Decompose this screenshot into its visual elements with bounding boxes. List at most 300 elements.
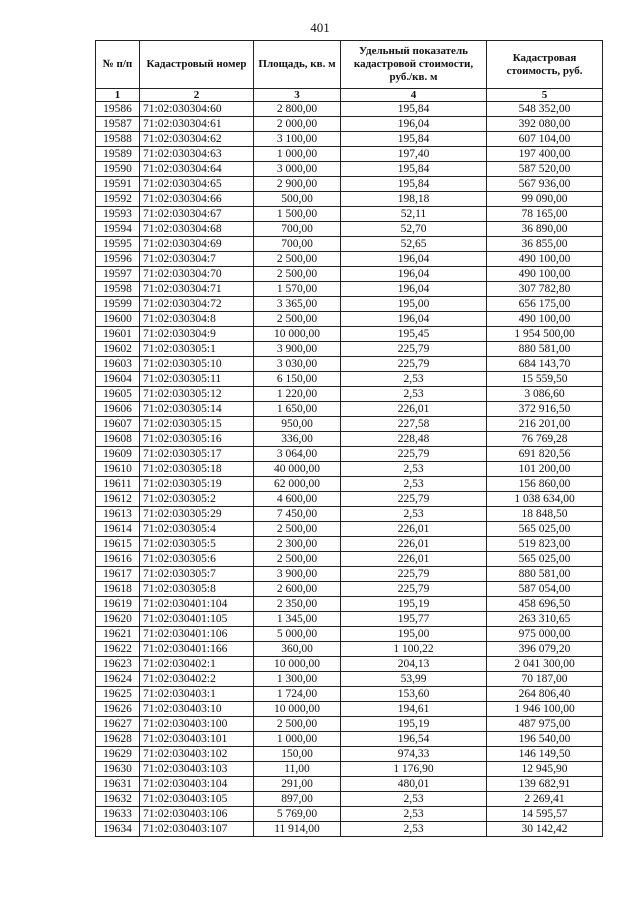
cadastral-value-table xyxy=(95,40,603,837)
cadastral-number-cell: 71:02:030305:19 xyxy=(140,477,254,492)
table-row xyxy=(96,492,603,507)
area-cell: 10 000,00 xyxy=(254,327,341,342)
area-cell: 2 500,00 xyxy=(254,252,341,267)
cadastral-number-cell: 71:02:030304:63 xyxy=(140,147,254,162)
table-row xyxy=(96,612,603,627)
table-row xyxy=(96,552,603,567)
cadastral-number-cell: 71:02:030403:103 xyxy=(140,762,254,777)
row-number-cell: 19602 xyxy=(96,342,140,357)
row-number-cell: 19624 xyxy=(96,672,140,687)
area-cell: 10 000,00 xyxy=(254,702,341,717)
area-cell: 2 300,00 xyxy=(254,537,341,552)
table-row xyxy=(96,132,603,147)
cadastral-number-cell: 71:02:030305:8 xyxy=(140,582,254,597)
table-row xyxy=(96,102,603,117)
table-row xyxy=(96,177,603,192)
table-body xyxy=(96,102,603,837)
row-number-cell: 19590 xyxy=(96,162,140,177)
area-cell: 2 500,00 xyxy=(254,267,341,282)
cadastral-number-cell: 71:02:030402:2 xyxy=(140,672,254,687)
cadastral-cost-cell: 139 682,91 xyxy=(487,777,603,792)
area-cell: 2 350,00 xyxy=(254,597,341,612)
specific-value-cell: 194,61 xyxy=(341,702,487,717)
specific-value-cell: 196,54 xyxy=(341,732,487,747)
cadastral-cost-cell: 565 025,00 xyxy=(487,522,603,537)
cadastral-cost-cell: 2 269,41 xyxy=(487,792,603,807)
cadastral-cost-cell: 14 595,57 xyxy=(487,807,603,822)
cadastral-number-cell: 71:02:030403:100 xyxy=(140,717,254,732)
cadastral-number-cell: 71:02:030304:70 xyxy=(140,267,254,282)
specific-value-cell: 2,53 xyxy=(341,507,487,522)
row-number-cell: 19605 xyxy=(96,387,140,402)
cadastral-cost-cell: 1 954 500,00 xyxy=(487,327,603,342)
area-cell: 5 769,00 xyxy=(254,807,341,822)
area-cell: 3 064,00 xyxy=(254,447,341,462)
table-row xyxy=(96,117,603,132)
cadastral-number-cell: 71:02:030305:16 xyxy=(140,432,254,447)
table-row xyxy=(96,432,603,447)
cadastral-cost-cell: 12 945,90 xyxy=(487,762,603,777)
specific-value-cell: 1 100,22 xyxy=(341,642,487,657)
table-row xyxy=(96,597,603,612)
cadastral-cost-cell: 30 142,42 xyxy=(487,822,603,837)
cadastral-cost-cell: 975 000,00 xyxy=(487,627,603,642)
row-number-cell: 19586 xyxy=(96,102,140,117)
cadastral-cost-cell: 70 187,00 xyxy=(487,672,603,687)
specific-value-cell: 195,84 xyxy=(341,177,487,192)
area-cell: 40 000,00 xyxy=(254,462,341,477)
table-row xyxy=(96,252,603,267)
area-cell: 3 900,00 xyxy=(254,567,341,582)
table-row xyxy=(96,687,603,702)
table-row xyxy=(96,162,603,177)
area-cell: 2 500,00 xyxy=(254,312,341,327)
cadastral-number-cell: 71:02:030304:67 xyxy=(140,207,254,222)
specific-value-cell: 225,79 xyxy=(341,492,487,507)
area-cell: 2 500,00 xyxy=(254,552,341,567)
cadastral-cost-cell: 1 038 634,00 xyxy=(487,492,603,507)
table-row xyxy=(96,507,603,522)
area-cell: 336,00 xyxy=(254,432,341,447)
table-row xyxy=(96,522,603,537)
header-row xyxy=(96,41,603,89)
table-row xyxy=(96,222,603,237)
specific-value-cell: 480,01 xyxy=(341,777,487,792)
cadastral-number-cell: 71:02:030305:18 xyxy=(140,462,254,477)
cadastral-number-cell: 71:02:030304:68 xyxy=(140,222,254,237)
table-row xyxy=(96,207,603,222)
row-number-cell: 19631 xyxy=(96,777,140,792)
cadastral-number-cell: 71:02:030403:106 xyxy=(140,807,254,822)
table-row xyxy=(96,192,603,207)
area-cell: 1 570,00 xyxy=(254,282,341,297)
specific-value-cell: 53,99 xyxy=(341,672,487,687)
cadastral-number-cell: 71:02:030305:2 xyxy=(140,492,254,507)
row-number-cell: 19628 xyxy=(96,732,140,747)
area-cell: 1 500,00 xyxy=(254,207,341,222)
row-number-cell: 19632 xyxy=(96,792,140,807)
column-number: 4 xyxy=(341,89,487,102)
row-number-cell: 19615 xyxy=(96,537,140,552)
area-cell: 2 900,00 xyxy=(254,177,341,192)
area-cell: 2 500,00 xyxy=(254,522,341,537)
table-row xyxy=(96,822,603,837)
specific-value-cell: 2,53 xyxy=(341,462,487,477)
specific-value-cell: 196,04 xyxy=(341,267,487,282)
table-row xyxy=(96,477,603,492)
area-cell: 3 030,00 xyxy=(254,357,341,372)
cadastral-number-cell: 71:02:030305:29 xyxy=(140,507,254,522)
row-number-cell: 19594 xyxy=(96,222,140,237)
row-number-cell: 19588 xyxy=(96,132,140,147)
column-number: 5 xyxy=(487,89,603,102)
cadastral-cost-cell: 2 041 300,00 xyxy=(487,657,603,672)
table-row xyxy=(96,297,603,312)
cadastral-number-cell: 71:02:030403:102 xyxy=(140,747,254,762)
cadastral-cost-cell: 99 090,00 xyxy=(487,192,603,207)
table-row xyxy=(96,237,603,252)
cadastral-number-cell: 71:02:030304:60 xyxy=(140,102,254,117)
specific-value-cell: 1 176,90 xyxy=(341,762,487,777)
table-row xyxy=(96,642,603,657)
row-number-cell: 19626 xyxy=(96,702,140,717)
table-row xyxy=(96,672,603,687)
cadastral-cost-cell: 548 352,00 xyxy=(487,102,603,117)
header-row-number: № п/п xyxy=(96,41,140,89)
table-row xyxy=(96,342,603,357)
row-number-cell: 19597 xyxy=(96,267,140,282)
specific-value-cell: 195,19 xyxy=(341,717,487,732)
row-number-cell: 19592 xyxy=(96,192,140,207)
area-cell: 291,00 xyxy=(254,777,341,792)
cadastral-cost-cell: 263 310,65 xyxy=(487,612,603,627)
cadastral-cost-cell: 487 975,00 xyxy=(487,717,603,732)
specific-value-cell: 195,84 xyxy=(341,102,487,117)
cadastral-cost-cell: 587 520,00 xyxy=(487,162,603,177)
row-number-cell: 19593 xyxy=(96,207,140,222)
row-number-cell: 19610 xyxy=(96,462,140,477)
table-row xyxy=(96,777,603,792)
cadastral-cost-cell: 567 936,00 xyxy=(487,177,603,192)
table-row xyxy=(96,732,603,747)
cadastral-number-cell: 71:02:030305:7 xyxy=(140,567,254,582)
cadastral-number-cell: 71:02:030401:105 xyxy=(140,612,254,627)
table-row xyxy=(96,267,603,282)
area-cell: 7 450,00 xyxy=(254,507,341,522)
specific-value-cell: 52,65 xyxy=(341,237,487,252)
specific-value-cell: 974,33 xyxy=(341,747,487,762)
cadastral-cost-cell: 264 806,40 xyxy=(487,687,603,702)
area-cell: 2 500,00 xyxy=(254,717,341,732)
specific-value-cell: 225,79 xyxy=(341,567,487,582)
specific-value-cell: 52,11 xyxy=(341,207,487,222)
table-row xyxy=(96,387,603,402)
row-number-cell: 19629 xyxy=(96,747,140,762)
specific-value-cell: 226,01 xyxy=(341,402,487,417)
cadastral-cost-cell: 880 581,00 xyxy=(487,567,603,582)
cadastral-cost-cell: 156 860,00 xyxy=(487,477,603,492)
row-number-cell: 19627 xyxy=(96,717,140,732)
cadastral-cost-cell: 519 823,00 xyxy=(487,537,603,552)
row-number-cell: 19601 xyxy=(96,327,140,342)
specific-value-cell: 225,79 xyxy=(341,342,487,357)
cadastral-number-cell: 71:02:030403:105 xyxy=(140,792,254,807)
row-number-cell: 19618 xyxy=(96,582,140,597)
specific-value-cell: 225,79 xyxy=(341,447,487,462)
table-row xyxy=(96,537,603,552)
table-row xyxy=(96,462,603,477)
cadastral-number-cell: 71:02:030403:107 xyxy=(140,822,254,837)
cadastral-number-cell: 71:02:030305:4 xyxy=(140,522,254,537)
specific-value-cell: 195,00 xyxy=(341,297,487,312)
cadastral-cost-cell: 656 175,00 xyxy=(487,297,603,312)
table-row xyxy=(96,402,603,417)
area-cell: 62 000,00 xyxy=(254,477,341,492)
area-cell: 1 650,00 xyxy=(254,402,341,417)
cadastral-number-cell: 71:02:030304:8 xyxy=(140,312,254,327)
cadastral-number-cell: 71:02:030305:6 xyxy=(140,552,254,567)
specific-value-cell: 226,01 xyxy=(341,537,487,552)
cadastral-number-cell: 71:02:030403:101 xyxy=(140,732,254,747)
table-row xyxy=(96,357,603,372)
specific-value-cell: 196,04 xyxy=(341,252,487,267)
row-number-cell: 19612 xyxy=(96,492,140,507)
cadastral-cost-cell: 36 890,00 xyxy=(487,222,603,237)
cadastral-number-cell: 71:02:030305:10 xyxy=(140,357,254,372)
table-row xyxy=(96,702,603,717)
area-cell: 4 600,00 xyxy=(254,492,341,507)
cadastral-number-cell: 71:02:030305:11 xyxy=(140,372,254,387)
table-row xyxy=(96,762,603,777)
specific-value-cell: 52,70 xyxy=(341,222,487,237)
cadastral-number-cell: 71:02:030403:104 xyxy=(140,777,254,792)
row-number-cell: 19616 xyxy=(96,552,140,567)
area-cell: 1 345,00 xyxy=(254,612,341,627)
cadastral-number-cell: 71:02:030403:10 xyxy=(140,702,254,717)
row-number-cell: 19603 xyxy=(96,357,140,372)
specific-value-cell: 195,45 xyxy=(341,327,487,342)
area-cell: 10 000,00 xyxy=(254,657,341,672)
cadastral-cost-cell: 78 165,00 xyxy=(487,207,603,222)
area-cell: 3 900,00 xyxy=(254,342,341,357)
area-cell: 1 724,00 xyxy=(254,687,341,702)
table-row xyxy=(96,627,603,642)
cadastral-cost-cell: 15 559,50 xyxy=(487,372,603,387)
table-row xyxy=(96,282,603,297)
area-cell: 700,00 xyxy=(254,222,341,237)
cadastral-cost-cell: 490 100,00 xyxy=(487,252,603,267)
specific-value-cell: 226,01 xyxy=(341,552,487,567)
table-row xyxy=(96,447,603,462)
column-number: 1 xyxy=(96,89,140,102)
row-number-cell: 19630 xyxy=(96,762,140,777)
row-number-cell: 19600 xyxy=(96,312,140,327)
row-number-cell: 19623 xyxy=(96,657,140,672)
specific-value-cell: 196,04 xyxy=(341,282,487,297)
area-cell: 950,00 xyxy=(254,417,341,432)
cadastral-number-cell: 71:02:030304:72 xyxy=(140,297,254,312)
row-number-cell: 19599 xyxy=(96,297,140,312)
header-cadastral-cost: Кадастровая стоимость, руб. xyxy=(487,41,603,89)
specific-value-cell: 2,53 xyxy=(341,822,487,837)
cadastral-cost-cell: 146 149,50 xyxy=(487,747,603,762)
area-cell: 1 000,00 xyxy=(254,147,341,162)
area-cell: 5 000,00 xyxy=(254,627,341,642)
row-number-cell: 19595 xyxy=(96,237,140,252)
row-number-cell: 19633 xyxy=(96,807,140,822)
specific-value-cell: 225,79 xyxy=(341,357,487,372)
cadastral-cost-cell: 197 400,00 xyxy=(487,147,603,162)
area-cell: 700,00 xyxy=(254,237,341,252)
column-number: 2 xyxy=(140,89,254,102)
cadastral-cost-cell: 587 054,00 xyxy=(487,582,603,597)
row-number-cell: 19587 xyxy=(96,117,140,132)
page-number: 401 xyxy=(310,20,330,35)
header-specific-value: Удельный показатель кадастровой стоимости, руб./кв. м xyxy=(341,41,487,89)
row-number-cell: 19596 xyxy=(96,252,140,267)
specific-value-cell: 196,04 xyxy=(341,117,487,132)
cadastral-cost-cell: 101 200,00 xyxy=(487,462,603,477)
header-area: Площадь, кв. м xyxy=(254,41,341,89)
table-row xyxy=(96,372,603,387)
area-cell: 1 000,00 xyxy=(254,732,341,747)
specific-value-cell: 195,84 xyxy=(341,132,487,147)
specific-value-cell: 227,58 xyxy=(341,417,487,432)
cadastral-number-cell: 71:02:030305:12 xyxy=(140,387,254,402)
row-number-cell: 19634 xyxy=(96,822,140,837)
row-number-cell: 19620 xyxy=(96,612,140,627)
cadastral-number-cell: 71:02:030401:166 xyxy=(140,642,254,657)
cadastral-cost-cell: 607 104,00 xyxy=(487,132,603,147)
table-row xyxy=(96,567,603,582)
area-cell: 6 150,00 xyxy=(254,372,341,387)
row-number-cell: 19589 xyxy=(96,147,140,162)
table-row xyxy=(96,327,603,342)
cadastral-cost-cell: 691 820,56 xyxy=(487,447,603,462)
specific-value-cell: 195,00 xyxy=(341,627,487,642)
row-number-cell: 19614 xyxy=(96,522,140,537)
cadastral-number-cell: 71:02:030304:69 xyxy=(140,237,254,252)
area-cell: 11 914,00 xyxy=(254,822,341,837)
row-number-cell: 19619 xyxy=(96,597,140,612)
table-row xyxy=(96,807,603,822)
cadastral-cost-cell: 684 143,70 xyxy=(487,357,603,372)
cadastral-number-cell: 71:02:030305:14 xyxy=(140,402,254,417)
column-number: 3 xyxy=(254,89,341,102)
area-cell: 1 300,00 xyxy=(254,672,341,687)
specific-value-cell: 2,53 xyxy=(341,387,487,402)
cadastral-cost-cell: 396 079,20 xyxy=(487,642,603,657)
specific-value-cell: 195,84 xyxy=(341,162,487,177)
cadastral-cost-cell: 3 086,60 xyxy=(487,387,603,402)
specific-value-cell: 228,48 xyxy=(341,432,487,447)
row-number-cell: 19591 xyxy=(96,177,140,192)
specific-value-cell: 2,53 xyxy=(341,792,487,807)
cadastral-cost-cell: 36 855,00 xyxy=(487,237,603,252)
row-number-cell: 19611 xyxy=(96,477,140,492)
row-number-cell: 19617 xyxy=(96,567,140,582)
cadastral-number-cell: 71:02:030401:106 xyxy=(140,627,254,642)
cadastral-number-cell: 71:02:030305:17 xyxy=(140,447,254,462)
cadastral-number-cell: 71:02:030401:104 xyxy=(140,597,254,612)
cadastral-cost-cell: 880 581,00 xyxy=(487,342,603,357)
header-cadastral-number: Кадастровый номер xyxy=(140,41,254,89)
area-cell: 3 100,00 xyxy=(254,132,341,147)
cadastral-cost-cell: 196 540,00 xyxy=(487,732,603,747)
cadastral-number-cell: 71:02:030304:66 xyxy=(140,192,254,207)
cadastral-number-cell: 71:02:030305:15 xyxy=(140,417,254,432)
area-cell: 11,00 xyxy=(254,762,341,777)
area-cell: 1 220,00 xyxy=(254,387,341,402)
area-cell: 2 600,00 xyxy=(254,582,341,597)
row-number-cell: 19625 xyxy=(96,687,140,702)
specific-value-cell: 153,60 xyxy=(341,687,487,702)
cadastral-cost-cell: 565 025,00 xyxy=(487,552,603,567)
area-cell: 2 000,00 xyxy=(254,117,341,132)
table-row xyxy=(96,747,603,762)
table-row xyxy=(96,792,603,807)
cadastral-cost-cell: 458 696,50 xyxy=(487,597,603,612)
cadastral-cost-cell: 76 769,28 xyxy=(487,432,603,447)
cadastral-number-cell: 71:02:030403:1 xyxy=(140,687,254,702)
specific-value-cell: 195,77 xyxy=(341,612,487,627)
cadastral-cost-cell: 372 916,50 xyxy=(487,402,603,417)
row-number-cell: 19598 xyxy=(96,282,140,297)
area-cell: 360,00 xyxy=(254,642,341,657)
area-cell: 3 365,00 xyxy=(254,297,341,312)
cadastral-number-cell: 71:02:030304:7 xyxy=(140,252,254,267)
specific-value-cell: 2,53 xyxy=(341,807,487,822)
specific-value-cell: 204,13 xyxy=(341,657,487,672)
area-cell: 897,00 xyxy=(254,792,341,807)
area-cell: 500,00 xyxy=(254,192,341,207)
cadastral-cost-cell: 18 848,50 xyxy=(487,507,603,522)
row-number-cell: 19609 xyxy=(96,447,140,462)
area-cell: 3 000,00 xyxy=(254,162,341,177)
cadastral-number-cell: 71:02:030402:1 xyxy=(140,657,254,672)
cadastral-number-cell: 71:02:030304:61 xyxy=(140,117,254,132)
row-number-cell: 19606 xyxy=(96,402,140,417)
cadastral-cost-cell: 307 782,80 xyxy=(487,282,603,297)
cadastral-number-cell: 71:02:030304:62 xyxy=(140,132,254,147)
area-cell: 150,00 xyxy=(254,747,341,762)
specific-value-cell: 197,40 xyxy=(341,147,487,162)
specific-value-cell: 225,79 xyxy=(341,582,487,597)
row-number-cell: 19613 xyxy=(96,507,140,522)
cadastral-number-cell: 71:02:030304:71 xyxy=(140,282,254,297)
specific-value-cell: 2,53 xyxy=(341,477,487,492)
table-row xyxy=(96,312,603,327)
specific-value-cell: 196,04 xyxy=(341,312,487,327)
cadastral-number-cell: 71:02:030304:65 xyxy=(140,177,254,192)
cadastral-number-cell: 71:02:030304:9 xyxy=(140,327,254,342)
column-number-row xyxy=(96,89,603,102)
row-number-cell: 19604 xyxy=(96,372,140,387)
table-row xyxy=(96,147,603,162)
specific-value-cell: 198,18 xyxy=(341,192,487,207)
table-row xyxy=(96,582,603,597)
specific-value-cell: 226,01 xyxy=(341,522,487,537)
row-number-cell: 19622 xyxy=(96,642,140,657)
cadastral-cost-cell: 216 201,00 xyxy=(487,417,603,432)
cadastral-number-cell: 71:02:030304:64 xyxy=(140,162,254,177)
area-cell: 2 800,00 xyxy=(254,102,341,117)
table-row xyxy=(96,717,603,732)
row-number-cell: 19608 xyxy=(96,432,140,447)
specific-value-cell: 2,53 xyxy=(341,372,487,387)
table-row xyxy=(96,657,603,672)
cadastral-number-cell: 71:02:030305:5 xyxy=(140,537,254,552)
